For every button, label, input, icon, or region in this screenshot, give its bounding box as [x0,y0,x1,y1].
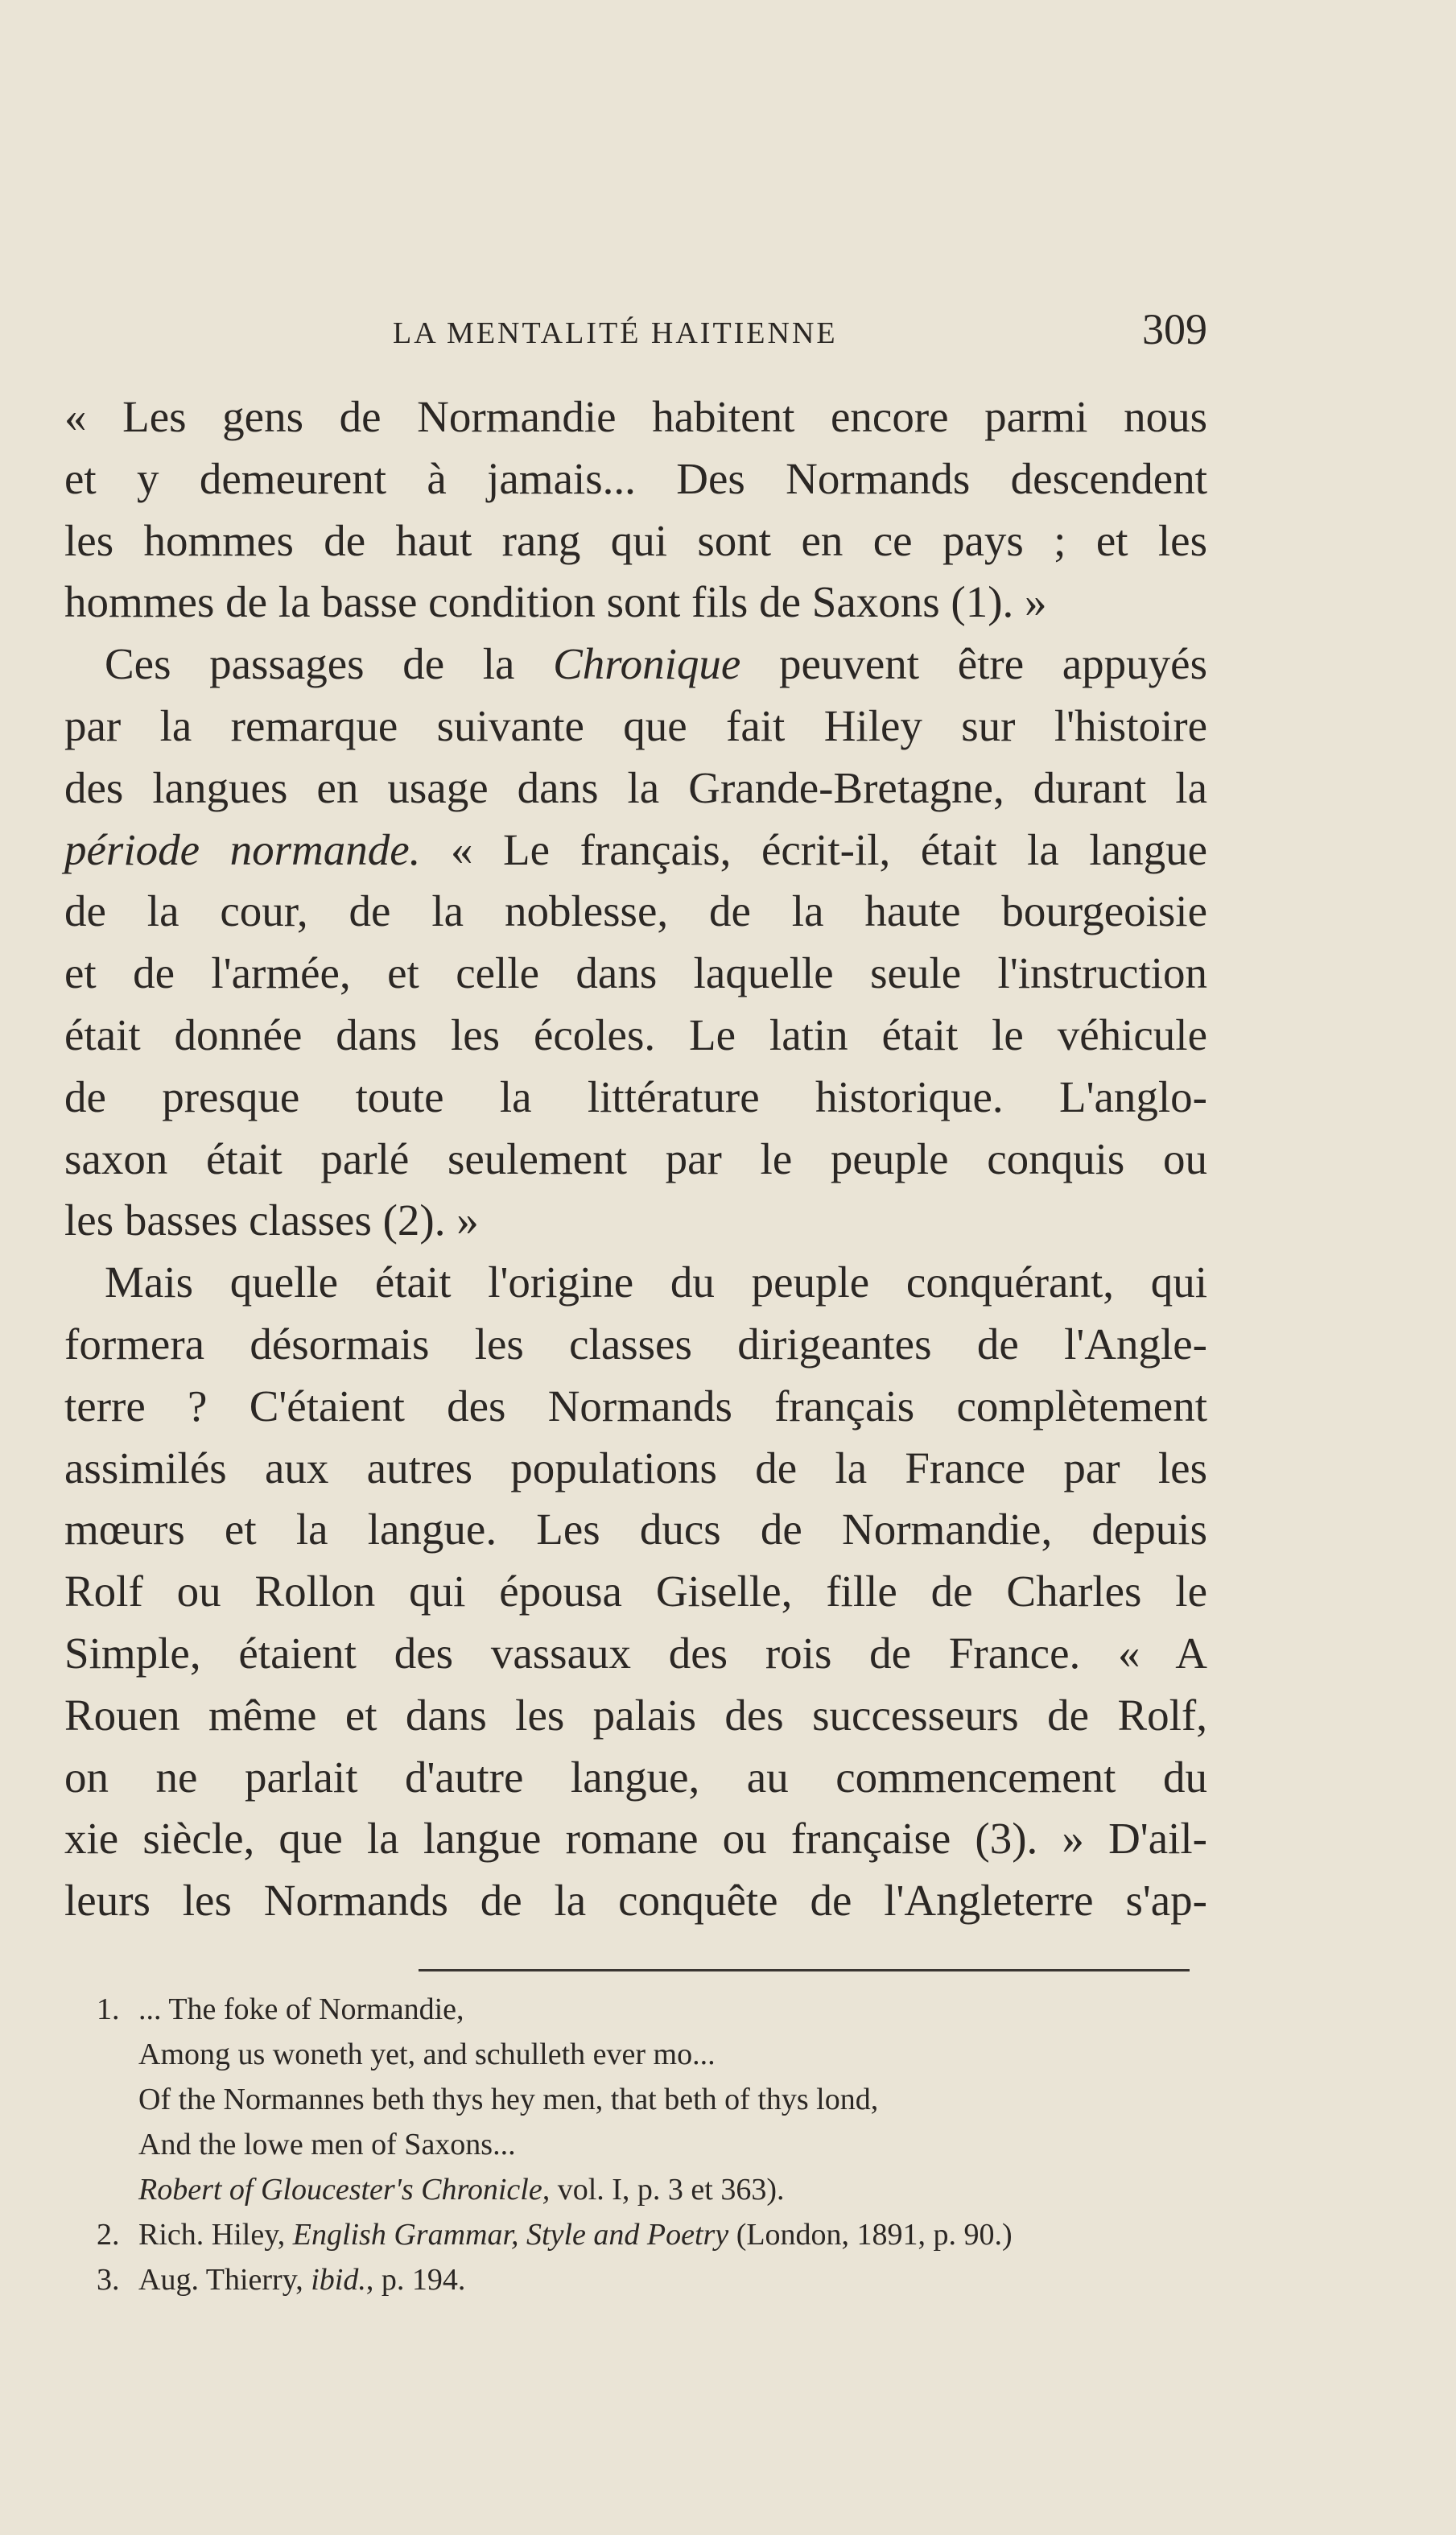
text-line: par la remarque suivante que fait Hiley sur l'histoire [64,700,1207,750]
footnote-1-verse: Of the Normannes beth thys hey men, that beth of thys lond, [138,2083,879,2116]
text-line: et y demeurent à jamais... Des Normands descendent [64,453,1207,503]
text-line: les hommes de haut rang qui sont en ce pays ; et les [64,515,1207,565]
text-line: xie siècle, que la langue romane ou française (3). » D'ail- [64,1814,1207,1864]
text-line: Mais quelle était l'origine du peuple conquérant, qui [105,1257,1207,1307]
italic-periode-normande: période normande. [64,824,421,874]
footnote-text: Rich. Hiley, [138,2218,293,2252]
footnote-number: 3. [97,2263,120,2297]
footnote-1-verse: Among us woneth yet, and schulleth ever mo... [138,2037,716,2071]
text-line: « Les gens de Normandie habitent encore parmi nous [64,392,1207,441]
text-line: leurs les Normands de la conquête de l'Angleterre s'ap- [64,1876,1207,1926]
footnote-1-verse: And the lowe men of Saxons... [138,2128,516,2161]
text-line: Rolf ou Rollon qui épousa Giselle, fille de Charles le [64,1567,1207,1616]
text-line: mœurs et la langue. Les ducs de Normandie, depuis [64,1505,1207,1554]
main-text [64,386,1207,1932]
text-line: on ne parlait d'autre langue, au commencement du [64,1752,1207,1802]
text-line [64,634,1207,696]
running-head-title: LA MENTALITÉ HAITIENNE [393,316,838,350]
text-line: Simple, étaient des vassaux des rois de France. « A [64,1628,1207,1678]
text-line: hommes de la basse condition sont fils de Saxons (1). » [64,577,1047,627]
footnote-number: 2. [97,2218,120,2252]
footnote-text: vol. I, p. 3 et 363). [550,2173,785,2207]
text-line: formera désormais les classes dirigeantes de l'Angle- [64,1319,1207,1369]
text-fragment: « Le français, écrit-il, était la langue [420,824,1207,874]
text-line [64,820,1207,881]
footnote-text: ... The foke of Normandie, [138,1992,464,2026]
footnote-italic: English Grammar, Style and Poetry [292,2218,729,2252]
footnote-1-source [97,2167,1207,2212]
text-fragment: peuvent être appuyés [740,639,1207,689]
footnote-2 [97,2212,1207,2257]
text-line: terre ? C'étaient des Normands français complètement [64,1381,1207,1431]
footnote-3 [97,2257,1207,2302]
text-line: de presque toute la littérature historique. L'anglo- [64,1071,1207,1121]
footnote-italic: Robert of Gloucester's Chronicle, [138,2173,551,2207]
running-head [64,304,1207,353]
text-line: les basses classes (2). » [64,1195,479,1245]
text-line: de la cour, de la noblesse, de la haute bourgeoisie [64,886,1207,936]
footnote-1 [97,1987,1207,2032]
footnotes [97,1987,1207,2302]
text-line: et de l'armée, et celle dans laquelle seule l'instruction [64,948,1207,998]
footnote-italic: ibid. [311,2263,366,2297]
text-fragment: Ces passages de la [105,639,554,689]
italic-title-chronique: Chronique [553,639,741,689]
text-line: Rouen même et dans les palais des successeurs de Rolf, [64,1690,1207,1740]
footnote-text: (London, 1891, p. 90.) [728,2218,1013,2252]
text-line: assimilés aux autres populations de la France par les [64,1443,1207,1493]
footnote-number: 1. [97,1992,120,2026]
text-line: saxon était parlé seulement par le peuple conquis ou [64,1133,1207,1183]
footnote-text: , p. 194. [365,2263,466,2297]
footnote-text: Aug. Thierry, [138,2263,311,2297]
text-line: des langues en usage dans la Grande-Bretagne, durant la [64,762,1207,812]
footnote-divider [419,1969,1190,1971]
page-number: 309 [1142,305,1207,353]
text-line: était donnée dans les écoles. Le latin était le véhicule [64,1009,1207,1059]
